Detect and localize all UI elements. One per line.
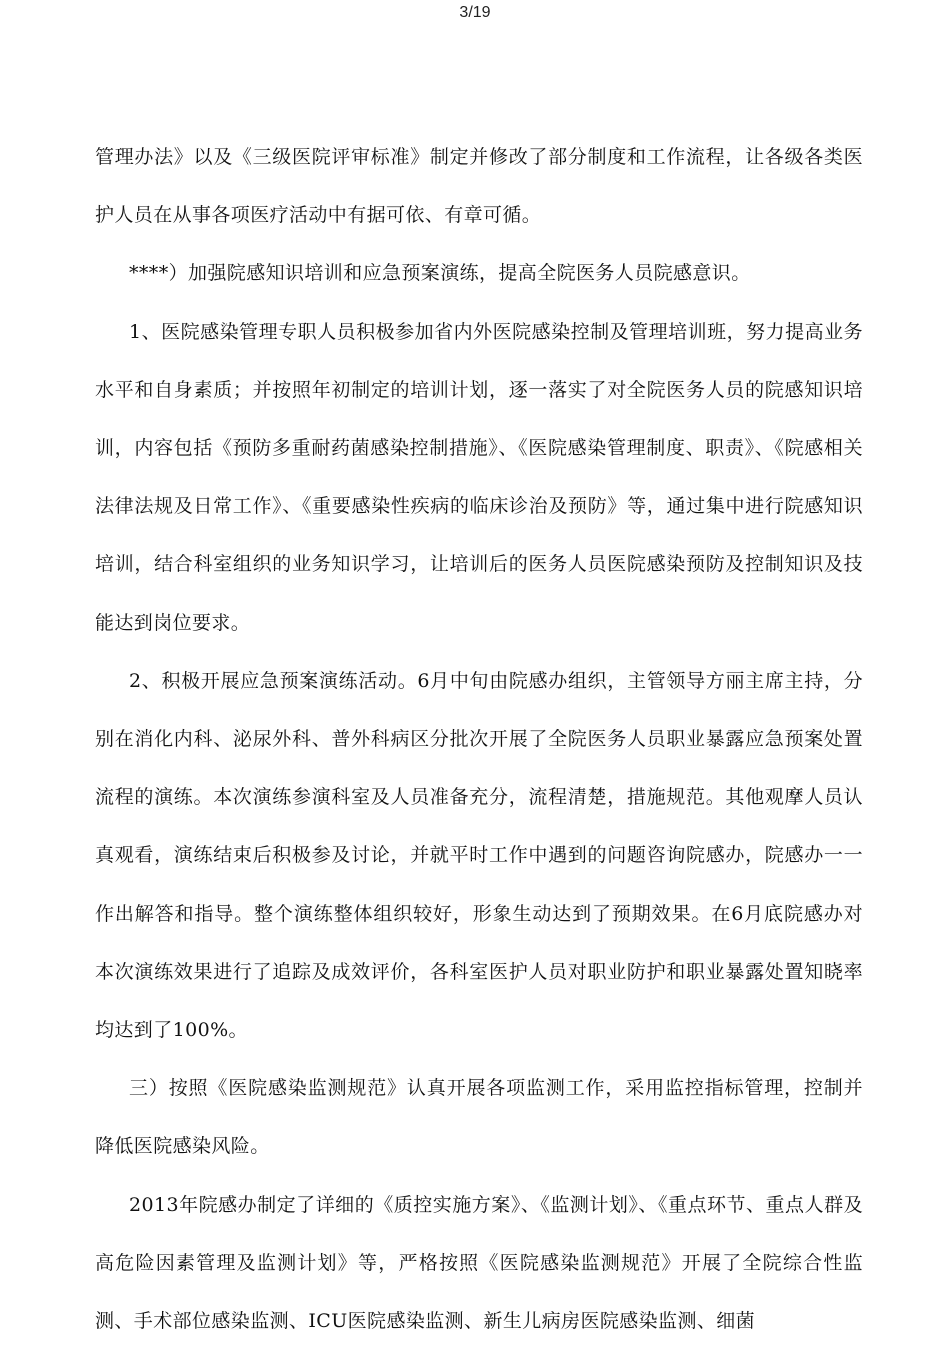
paragraph-training-details: 1、医院感染管理专职人员积极参加省内外医院感染控制及管理培训班，努力提高业务水平和自身素质；并按照年初制定的培训计划，逐一落实了对全院医务人员的院感知识培训，内容包括《预防多重耐药菌感染控制措施》、《医院感染管理制度、职责》、《院感相关法律法规及日常工作》、《重要感染性疾病的临床诊治及预防》等，通过集中进行院感知识培训，结合科室组织的业务知识学习，让培训后的医务人员医院感染预防及控制知识及技能达到岗位要求。 (95, 320, 863, 634)
paragraph-training-heading: ****）加强院感知识培训和应急预案演练，提高全院医务人员院感意识。 (129, 262, 751, 285)
paragraph-management-measures: 管理办法》以及《三级医院评审标准》制定并修改了部分制度和工作流程，让各级各类医护人员在从事各项医疗活动中有据可依、有章可循。 (95, 146, 863, 227)
document-body (95, 128, 863, 1350)
paragraph-monitoring-plan: 2013年院感办制定了详细的《质控实施方案》、《监测计划》、《重点环节、重点人群及高危险因素管理及监测计划》等，严格按照《医院感染监测规范》开展了全院综合性监测、手术部位感染监测、ICU医院感染监测、新生儿病房医院感染监测、细菌 (95, 1193, 863, 1333)
page-number: 3/19 (459, 4, 491, 21)
paragraph-monitoring-heading: 三）按照《医院感染监测规范》认真开展各项监测工作，采用监控指标管理，控制并降低医院感染风险。 (95, 1077, 863, 1158)
paragraph-emergency-drill: 2、积极开展应急预案演练活动。6月中旬由院感办组织，主管领导方丽主席主持，分别在消化内科、泌尿外科、普外科病区分批次开展了全院医务人员职业暴露应急预案处置流程的演练。本次演练参演科室及人员准备充分，流程清楚，措施规范。其他观摩人员认真观看，演练结束后积极参及讨论，并就平时工作中遇到的问题咨询院感办，院感办一一作出解答和指导。整个演练整体组织较好，形象生动达到了预期效果。在6月底院感办对本次演练效果进行了追踪及成效评价，各科室医护人员对职业防护和职业暴露处置知晓率均达到了100%。 (95, 669, 863, 1042)
